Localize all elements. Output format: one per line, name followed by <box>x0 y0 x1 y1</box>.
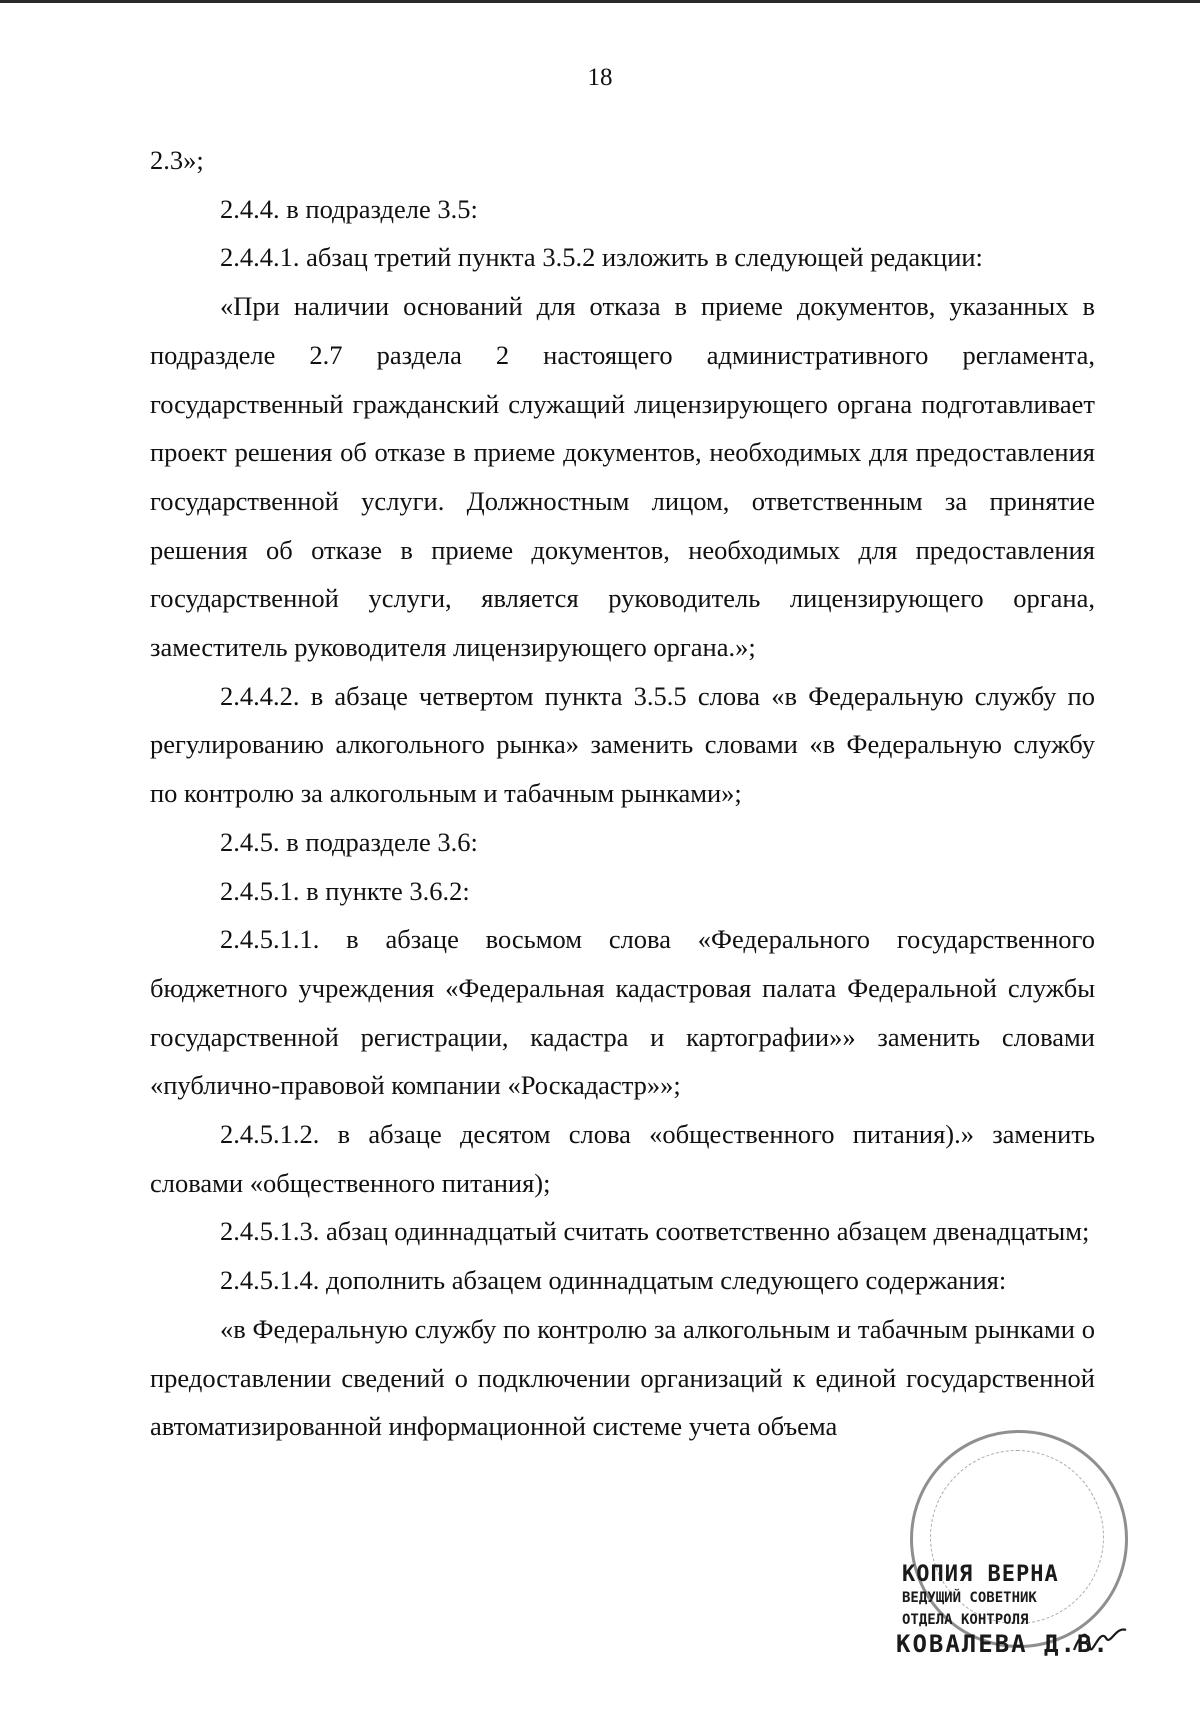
paragraph-quote-egais: «в Федеральную службу по контролю за алкогольным и табачным рынками о предоставлении сведений о подключении организаций к единой государственной автоматизированной информационной системе учета объема <box>150 1313 1095 1442</box>
paragraph-2-4-4: 2.4.4. в подразделе 3.5: <box>220 193 478 224</box>
page-top-edge <box>0 0 1200 3</box>
paragraph-2-4-4-2: 2.4.4.2. в абзаце четвертом пункта 3.5.5 слова «в Федеральную службу по регулированию алкогольного рынка» заменить словами «в Федеральную службу по контролю за алкогольным и табачным рынками»; <box>150 680 1095 809</box>
stamp-department: ОТДЕЛА КОНТРОЛЯ <box>902 1612 1029 1628</box>
paragraph-2-4-5-1-1: 2.4.5.1.1. в абзаце восьмом слова «Федерального государственного бюджетного учреждения «Федеральная кадастровая палата Федеральной службы государственной регистрации, кадастра и картографии»» заменить словами «публично-правовой компании «Роскадастр»»; <box>150 924 1095 1101</box>
stamp-name: КОВАЛЕВА Д.В. <box>896 1630 1110 1658</box>
page-number: 18 <box>587 64 613 91</box>
paragraph-2-4-5-1-2: 2.4.5.1.2. в абзаце десятом слова «общественного питания).» заменить словами «общественного питания); <box>150 1119 1095 1198</box>
stamp-position: ВЕДУЩИЙ СОВЕТНИК <box>902 1590 1037 1606</box>
paragraph-2-4-5-1-3: 2.4.5.1.3. абзац одиннадцатый считать соответственно абзацем двенадцатым; <box>220 1216 1090 1247</box>
paragraph-2-4-5-1: 2.4.5.1. в пункте 3.6.2: <box>220 875 470 906</box>
stamp-copy-verified: КОПИЯ ВЕРНА <box>902 1562 1059 1587</box>
signature-icon <box>1070 1620 1130 1660</box>
paragraph-continuation: 2.3»; <box>150 145 204 175</box>
paragraph-quote-refusal: «При наличии оснований для отказа в приеме документов, указанных в подразделе 2.7 раздела 2 настоящего административного регламента, государственный гражданский служащий лицензирующего органа подготавливает проект решения об отказе в приеме документов, необходимых для предоставления государственной услуги. Должностным лицом, ответственным за принятие решения об отказе в приеме документов, необходимых для предоставления государственной услуги, является руководитель лицензирующего органа, заместитель руководителя лицензирующего органа.»; <box>150 291 1095 663</box>
certification-stamp <box>880 1430 1140 1690</box>
document-body <box>150 136 1095 1451</box>
paragraph-2-4-5-1-4: 2.4.5.1.4. дополнить абзацем одиннадцатым следующего содержания: <box>220 1265 1007 1296</box>
paragraph-2-4-4-1: 2.4.4.1. абзац третий пункта 3.5.2 изложить в следующей редакции: <box>220 242 983 273</box>
paragraph-2-4-5: 2.4.5. в подразделе 3.6: <box>220 826 478 857</box>
